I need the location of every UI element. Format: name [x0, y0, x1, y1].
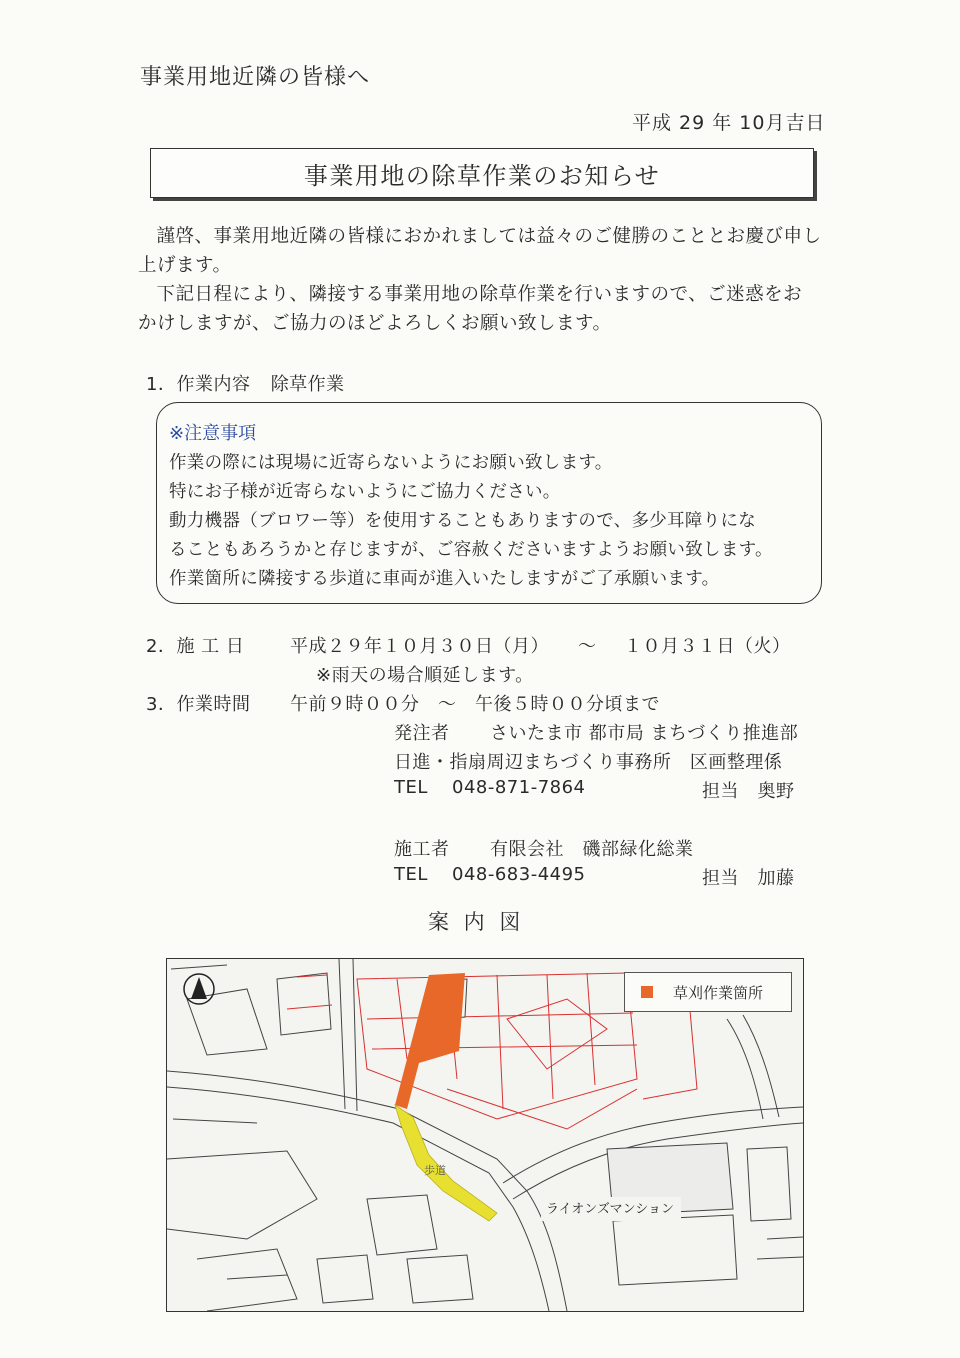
map-legend [624, 972, 792, 1012]
intro-line-3: 下記日程により、隣接する事業用地の除草作業を行いますので、ご迷惑をお [156, 284, 803, 305]
orderer-label: 発注者 [394, 723, 450, 744]
notice-date: 平成 29 年 10月吉日 [632, 112, 826, 134]
orderer-tel: 048-871-7864 [452, 777, 586, 798]
building-label: ライオンズマンション [546, 1202, 674, 1217]
orderer-name: さいたま市 都市局 まちづくり推進部 [490, 723, 799, 744]
contractor-label: 施工者 [394, 839, 450, 860]
orderer-tel-label: TEL [394, 777, 428, 798]
orderer-contact: 担当 奥野 [702, 781, 795, 802]
item-work-content [146, 370, 345, 396]
item1-label: 1．作業内容 [146, 374, 251, 395]
item2-note: ※雨天の場合順延します。 [316, 665, 534, 686]
notice-line: ることもあろうかと存じますが、ご容赦くださいますようお願い致します。 [169, 540, 773, 560]
notice-line: 特にお子様が近寄らないようにご協力ください。 [169, 482, 561, 502]
item3-value: 午前９時００分 ～ 午後５時００分頃まで [290, 694, 660, 715]
contractor-contact: 担当 加藤 [702, 868, 795, 889]
item3-label: 3．作業時間 [146, 694, 251, 715]
notice-line: 動力機器（ブロワー等）を使用することもありますので、多少耳障りにな [169, 511, 757, 531]
map-heading: 案 内 図 [428, 910, 525, 934]
contractor-tel: 048-683-4495 [452, 864, 586, 885]
contractor-tel-label: TEL [394, 864, 428, 885]
page-title: 事業用地の除草作業のお知らせ [303, 161, 661, 190]
orderer-office: 日進・指扇周辺まちづくり事務所 区画整理係 [394, 752, 783, 773]
addressee: 事業用地近隣の皆様へ [140, 65, 371, 90]
map-work-area [395, 973, 465, 1109]
intro-line-1: 謹啓、事業用地近隣の皆様におかれましては益々のご健勝のこととお慶び申し [156, 226, 822, 247]
item1-value: 除草作業 [270, 374, 345, 395]
walkway-label: 歩道 [424, 1164, 446, 1177]
notice-line: 作業の際には現場に近寄らないようにお願い致します。 [169, 453, 613, 473]
item2-tilde: ～ [578, 636, 597, 657]
legend-label: 草刈作業箇所 [673, 983, 764, 1002]
map-walkway [395, 1105, 497, 1221]
intro-line-2: 上げます。 [138, 255, 232, 276]
notice-heading: ※注意事項 [169, 423, 257, 444]
intro-line-4: かけしますが、ご協力のほどよろしくお願い致します。 [138, 313, 612, 334]
legend-swatch [641, 986, 653, 998]
item2-label: 2．施 工 日 [146, 636, 245, 657]
contractor-name: 有限会社 磯部緑化総業 [490, 839, 694, 860]
item2-start-date: 平成２９年１０月３０日（月） [290, 636, 549, 657]
item2-end-date: １０月３１日（火） [624, 636, 791, 657]
intro-paragraph [138, 222, 838, 338]
title-box [150, 148, 814, 198]
notice-box [156, 402, 822, 604]
notice-line: 作業箇所に隣接する歩道に車両が進入いたしますがご了承願います。 [169, 569, 720, 589]
north-arrow-icon [184, 974, 214, 1004]
